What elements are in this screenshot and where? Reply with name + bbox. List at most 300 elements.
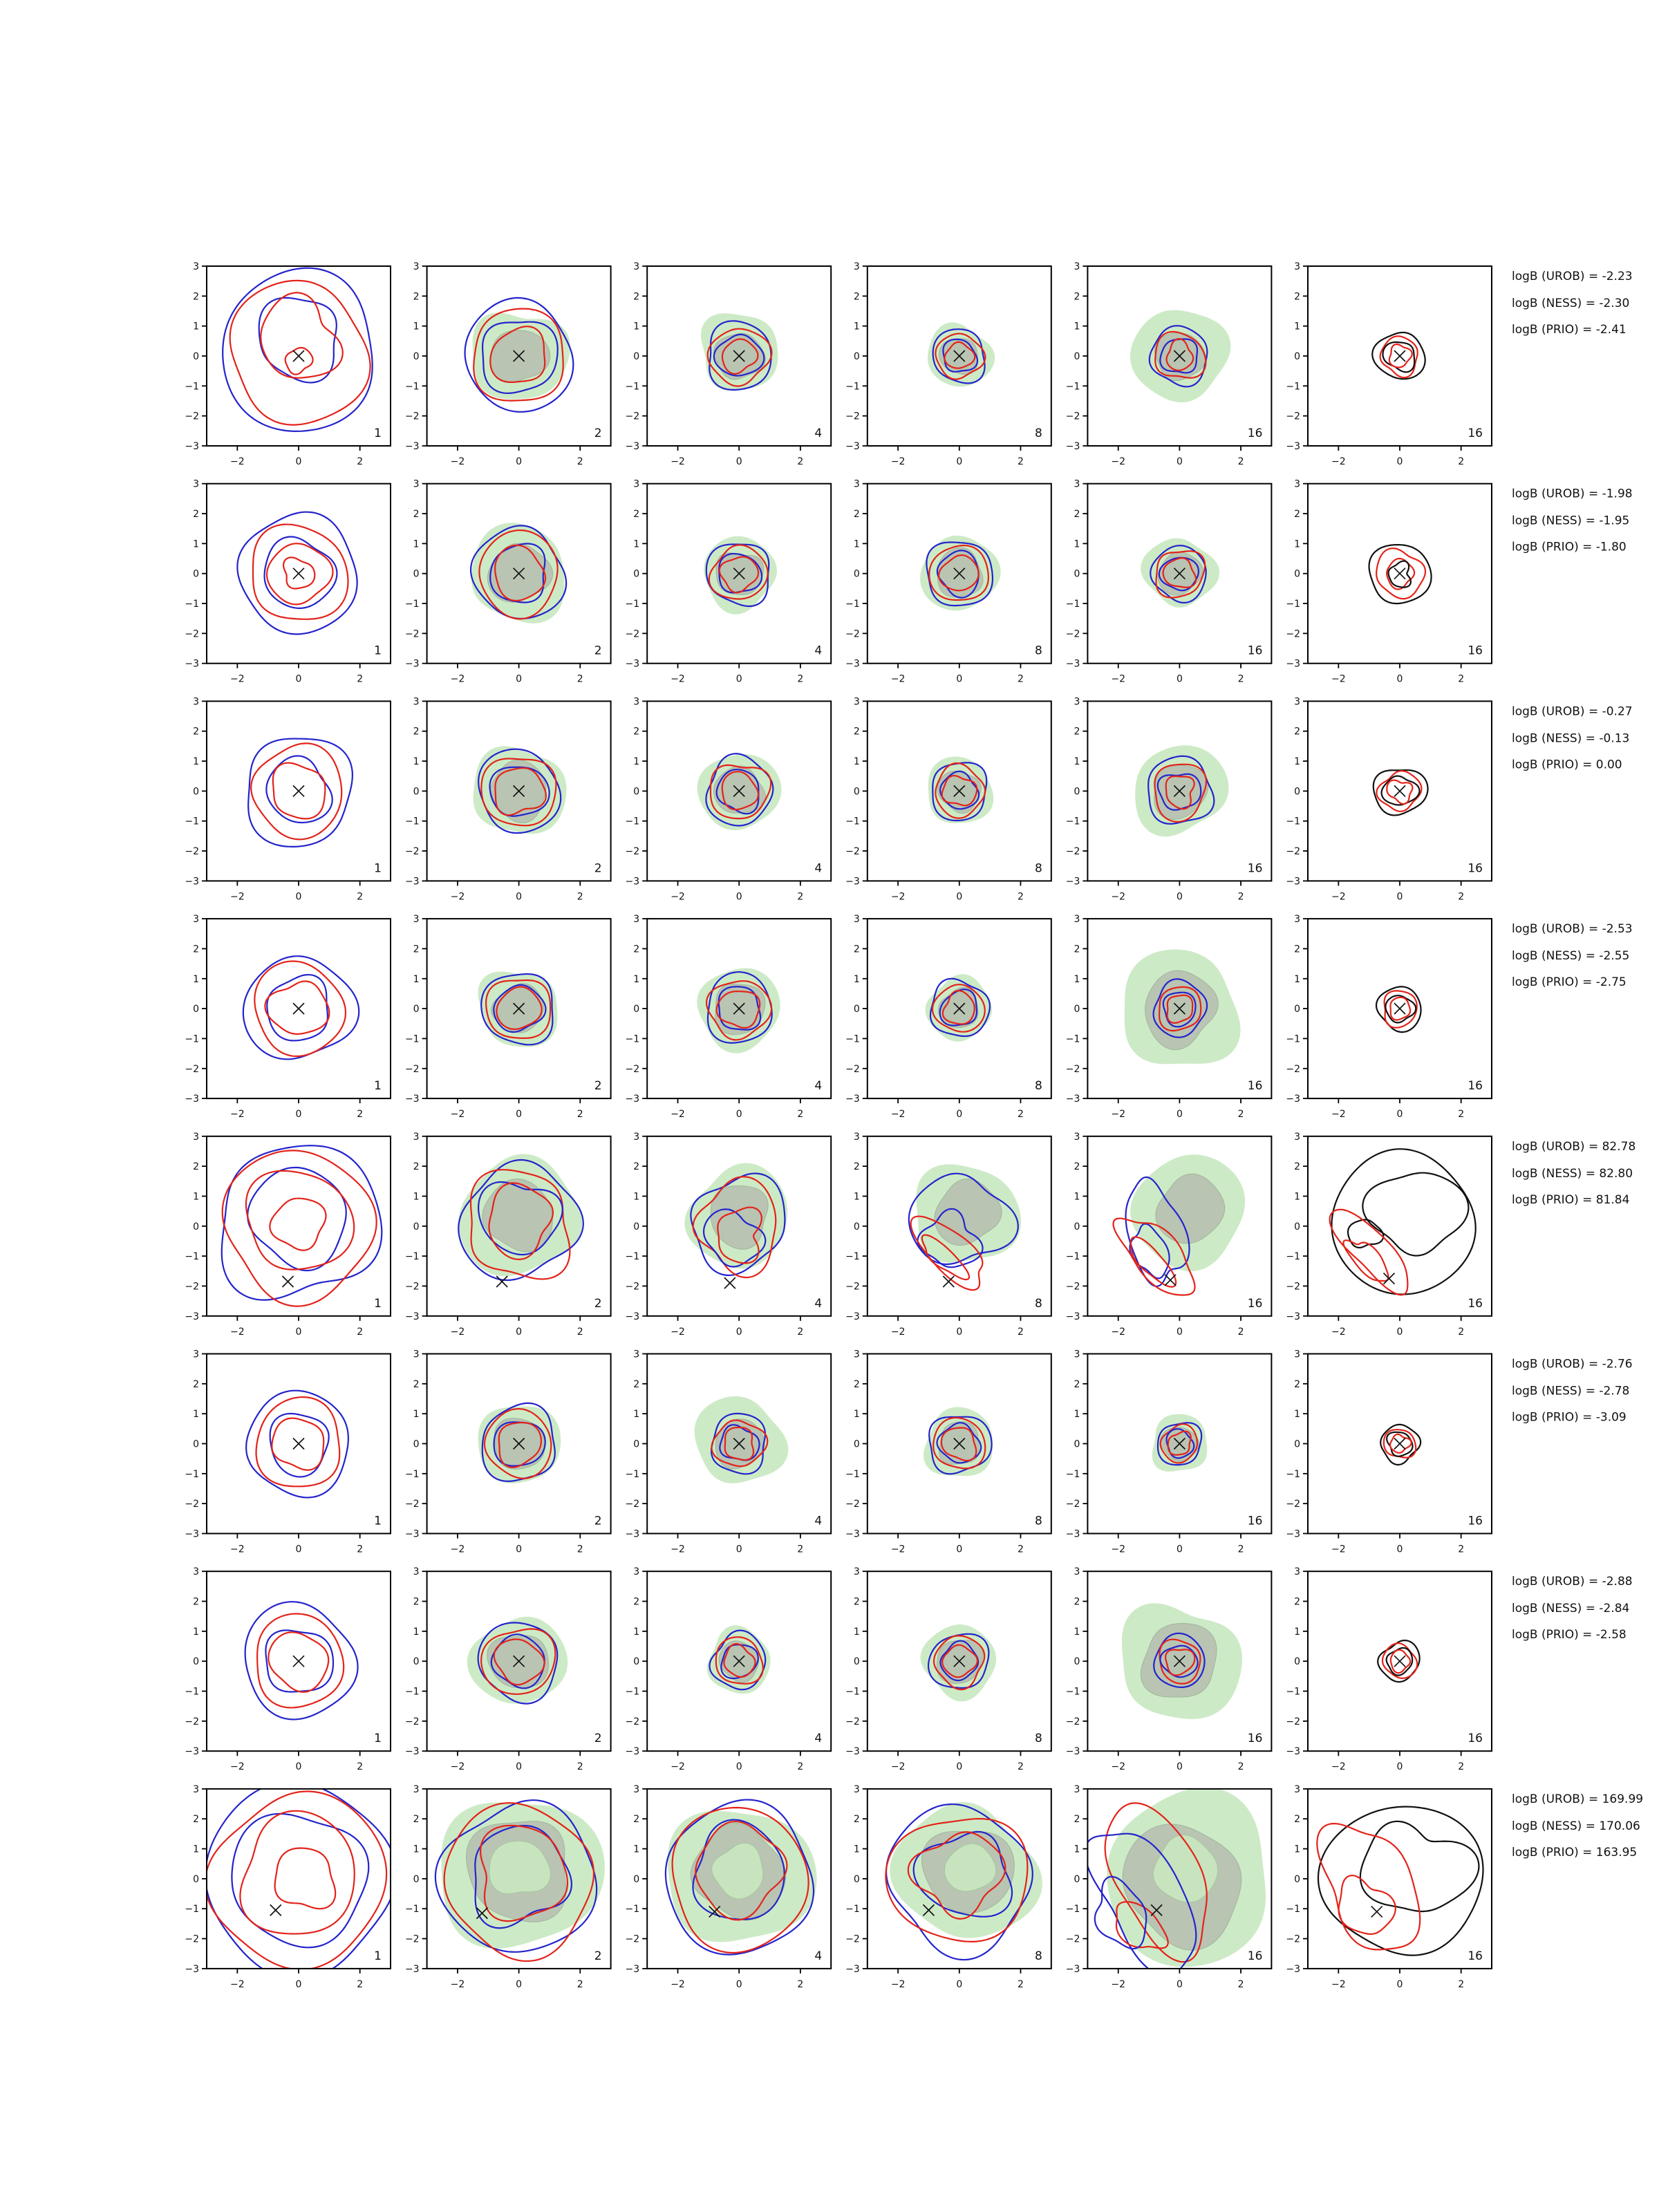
sample-count-label: 16 bbox=[1468, 1079, 1483, 1094]
x-tick-label: 0 bbox=[1396, 891, 1403, 903]
logb-annotation-line: logB (PRIO) = 81.84 bbox=[1512, 1192, 1630, 1207]
logb-annotation-line: logB (UROB) = -0.27 bbox=[1512, 704, 1633, 719]
x-tick-label: 2 bbox=[1458, 1544, 1465, 1555]
subplot-r7c1 bbox=[185, 1566, 391, 1772]
y-tick-label: 2 bbox=[193, 1161, 199, 1173]
y-tick-label: −1 bbox=[625, 1251, 640, 1263]
y-tick-label: 0 bbox=[633, 786, 640, 798]
y-tick-label: 0 bbox=[633, 1873, 640, 1885]
x-tick-label: 0 bbox=[516, 673, 523, 685]
panel-data-layer bbox=[1374, 770, 1428, 815]
panel-data-layer bbox=[1376, 986, 1421, 1032]
y-tick-label: 0 bbox=[853, 1438, 860, 1450]
sample-count-label: 16 bbox=[1247, 1949, 1263, 1963]
y-tick-label: 1 bbox=[413, 1191, 420, 1203]
y-tick-label: 3 bbox=[1294, 1783, 1300, 1795]
y-tick-label: 2 bbox=[1074, 726, 1080, 738]
subplot-r4c6 bbox=[1286, 914, 1492, 1120]
subplot-r6c1 bbox=[185, 1349, 391, 1555]
x-tick-label: −2 bbox=[230, 1326, 245, 1338]
subplot-r7c4 bbox=[845, 1566, 1051, 1772]
subplot-r2c1 bbox=[185, 479, 391, 685]
x-tick-label: −2 bbox=[671, 456, 685, 467]
subplot-r5c2 bbox=[405, 1132, 611, 1338]
y-tick-label: −1 bbox=[1065, 816, 1080, 827]
sample-count-label: 2 bbox=[594, 1296, 602, 1311]
subplot-r1c6 bbox=[1286, 261, 1492, 467]
x-marker bbox=[282, 1276, 293, 1287]
sample-count-label: 1 bbox=[374, 1732, 382, 1746]
panel-data-layer bbox=[245, 1602, 358, 1719]
subplot-r3c5 bbox=[1066, 696, 1272, 902]
y-tick-label: −2 bbox=[625, 846, 640, 858]
y-tick-label: 1 bbox=[1294, 973, 1300, 985]
subplot-r2c4 bbox=[845, 479, 1051, 685]
x-tick-label: 2 bbox=[1237, 1326, 1244, 1338]
y-tick-label: 1 bbox=[853, 1844, 860, 1855]
y-tick-label: 2 bbox=[193, 509, 199, 521]
x-marker bbox=[1394, 568, 1405, 579]
y-tick-label: −2 bbox=[1065, 1063, 1080, 1075]
x-tick-label: −2 bbox=[1111, 456, 1126, 467]
x-tick-label: −2 bbox=[1111, 1544, 1126, 1555]
y-tick-label: 2 bbox=[633, 1814, 640, 1826]
x-tick-label: 0 bbox=[1396, 1326, 1403, 1338]
y-tick-label: 0 bbox=[1294, 1656, 1300, 1668]
x-tick-label: 0 bbox=[295, 456, 302, 467]
sample-count-label: 1 bbox=[374, 1949, 382, 1963]
sample-count-label: 8 bbox=[1034, 427, 1042, 440]
y-tick-label: 2 bbox=[1074, 1596, 1080, 1608]
x-tick-label: 0 bbox=[295, 1326, 302, 1338]
contour-line-b bbox=[243, 956, 359, 1059]
subplot-r7c6 bbox=[1286, 1566, 1492, 1772]
subplot-r5c1 bbox=[185, 1132, 391, 1338]
x-tick-label: −2 bbox=[450, 673, 465, 685]
y-tick-label: 2 bbox=[413, 1596, 420, 1608]
y-tick-label: −2 bbox=[1065, 1933, 1080, 1945]
subplot-r8c1 bbox=[185, 1781, 396, 1989]
x-tick-label: 2 bbox=[357, 1326, 364, 1338]
panel-data-layer bbox=[921, 1624, 997, 1701]
x-tick-label: 2 bbox=[1018, 673, 1024, 685]
sample-count-label: 16 bbox=[1468, 1732, 1483, 1746]
y-tick-label: −3 bbox=[845, 658, 860, 670]
panel-data-layer bbox=[467, 1617, 568, 1704]
y-tick-label: −1 bbox=[625, 1468, 640, 1480]
x-tick-label: 2 bbox=[1458, 1978, 1465, 1990]
y-tick-label: 0 bbox=[193, 568, 199, 580]
y-tick-label: 1 bbox=[633, 1191, 640, 1203]
panel-data-layer bbox=[697, 753, 782, 830]
x-marker bbox=[1394, 1656, 1405, 1667]
y-tick-label: −3 bbox=[1286, 1528, 1300, 1540]
y-tick-label: 0 bbox=[193, 1004, 199, 1015]
logb-annotation-line: logB (PRIO) = 0.00 bbox=[1512, 758, 1622, 772]
y-tick-label: 3 bbox=[853, 1783, 860, 1795]
y-tick-label: 2 bbox=[1294, 726, 1300, 738]
y-tick-label: −3 bbox=[185, 658, 199, 670]
x-tick-label: 2 bbox=[1458, 673, 1465, 685]
y-tick-label: −2 bbox=[845, 846, 860, 858]
x-tick-label: −2 bbox=[230, 1978, 245, 1990]
y-tick-label: −2 bbox=[1286, 411, 1300, 422]
y-tick-label: 0 bbox=[193, 1221, 199, 1232]
y-tick-label: 2 bbox=[1294, 1161, 1300, 1173]
y-tick-label: 2 bbox=[413, 509, 420, 521]
y-tick-label: 0 bbox=[413, 1004, 420, 1015]
y-tick-label: 0 bbox=[1294, 351, 1300, 362]
y-tick-label: 0 bbox=[1294, 1873, 1300, 1885]
x-tick-label: 0 bbox=[956, 1761, 963, 1773]
x-marker bbox=[1165, 1275, 1176, 1286]
x-marker bbox=[1394, 350, 1405, 362]
y-tick-label: 3 bbox=[193, 478, 199, 490]
contour-line-b bbox=[237, 512, 357, 635]
y-tick-label: 1 bbox=[1294, 756, 1300, 768]
subplot-r2c3 bbox=[626, 479, 832, 685]
y-tick-label: 1 bbox=[1294, 1844, 1300, 1855]
y-tick-label: −3 bbox=[625, 658, 640, 670]
y-tick-label: 3 bbox=[633, 1783, 640, 1795]
y-tick-label: −2 bbox=[404, 846, 420, 858]
y-tick-label: −2 bbox=[625, 1716, 640, 1727]
x-tick-label: 0 bbox=[516, 456, 523, 467]
x-tick-label: 2 bbox=[577, 1109, 583, 1121]
y-tick-label: 1 bbox=[633, 538, 640, 550]
y-tick-label: 1 bbox=[633, 756, 640, 768]
y-tick-label: −2 bbox=[185, 628, 199, 640]
y-tick-label: −1 bbox=[1065, 599, 1080, 610]
y-tick-label: −1 bbox=[845, 599, 860, 610]
y-tick-label: 0 bbox=[413, 351, 420, 362]
x-marker bbox=[293, 1656, 304, 1667]
y-tick-label: 3 bbox=[413, 261, 420, 272]
x-tick-label: −2 bbox=[450, 1326, 465, 1338]
y-tick-label: −3 bbox=[185, 1094, 199, 1105]
subplot-r5c4 bbox=[845, 1132, 1051, 1338]
contour-line-r bbox=[285, 348, 313, 375]
x-tick-label: −2 bbox=[1331, 1761, 1346, 1773]
y-tick-label: 3 bbox=[853, 696, 860, 708]
subplot-r6c6 bbox=[1286, 1349, 1492, 1555]
x-tick-label: 0 bbox=[956, 1109, 963, 1121]
y-tick-label: −2 bbox=[1065, 1499, 1080, 1510]
y-tick-label: 0 bbox=[1074, 1004, 1080, 1015]
axes-box bbox=[1308, 1789, 1492, 1969]
contour-line-b bbox=[246, 1391, 348, 1498]
x-tick-label: 2 bbox=[797, 1761, 804, 1773]
logb-annotation-line: logB (UROB) = -2.53 bbox=[1512, 922, 1633, 937]
y-tick-label: 0 bbox=[193, 786, 199, 798]
y-tick-label: 2 bbox=[413, 944, 420, 955]
y-tick-label: −2 bbox=[845, 1933, 860, 1945]
panel-data-layer bbox=[435, 1800, 605, 1961]
x-tick-label: 0 bbox=[1396, 1544, 1403, 1555]
y-tick-label: 2 bbox=[853, 291, 860, 303]
x-tick-label: 2 bbox=[357, 891, 364, 903]
y-tick-label: 3 bbox=[1074, 696, 1080, 708]
subplot-r1c3 bbox=[626, 261, 832, 467]
contour-line-b bbox=[265, 536, 337, 608]
x-marker bbox=[1394, 1438, 1405, 1450]
sample-count-label: 4 bbox=[814, 861, 823, 876]
y-tick-label: −2 bbox=[625, 1933, 640, 1945]
x-tick-label: −2 bbox=[671, 1978, 685, 1990]
x-tick-label: 2 bbox=[357, 1978, 364, 1990]
sample-count-label: 2 bbox=[594, 644, 602, 658]
subplot-r8c6 bbox=[1286, 1784, 1492, 1990]
y-tick-label: 1 bbox=[193, 1844, 199, 1855]
y-tick-label: 0 bbox=[413, 1873, 420, 1885]
sample-count-label: 2 bbox=[594, 1514, 602, 1528]
x-tick-label: 2 bbox=[1237, 1544, 1244, 1555]
y-tick-label: 3 bbox=[633, 478, 640, 490]
panel-data-layer bbox=[909, 1164, 1021, 1290]
y-tick-label: −3 bbox=[1286, 1746, 1300, 1758]
x-tick-label: 0 bbox=[735, 673, 742, 685]
panel-data-layer bbox=[1152, 1414, 1208, 1472]
x-tick-label: −2 bbox=[1111, 891, 1126, 903]
y-tick-label: −1 bbox=[185, 1251, 199, 1263]
y-tick-label: −2 bbox=[185, 1063, 199, 1075]
y-tick-label: −2 bbox=[625, 1281, 640, 1293]
y-tick-label: 2 bbox=[413, 1161, 420, 1173]
y-tick-label: −3 bbox=[1286, 658, 1300, 670]
x-marker bbox=[724, 1277, 735, 1288]
y-tick-label: −3 bbox=[1065, 658, 1080, 670]
sample-count-label: 16 bbox=[1468, 1296, 1483, 1311]
x-tick-label: −2 bbox=[1111, 1978, 1126, 1990]
x-tick-label: 2 bbox=[1458, 1109, 1465, 1121]
y-tick-label: 1 bbox=[853, 321, 860, 332]
subplot-r4c5 bbox=[1066, 914, 1272, 1120]
y-tick-label: −2 bbox=[845, 1716, 860, 1727]
y-tick-label: −3 bbox=[1065, 1311, 1080, 1322]
x-tick-label: 2 bbox=[1237, 1109, 1244, 1121]
subplot-r7c5 bbox=[1066, 1566, 1272, 1772]
y-tick-label: −3 bbox=[845, 1094, 860, 1105]
y-tick-label: 0 bbox=[1074, 1438, 1080, 1450]
y-tick-label: −1 bbox=[1286, 1468, 1300, 1480]
logb-annotation-line: logB (NESS) = 82.80 bbox=[1512, 1166, 1633, 1181]
logb-annotation-line: logB (UROB) = 169.99 bbox=[1512, 1792, 1644, 1806]
y-tick-label: −3 bbox=[1286, 1094, 1300, 1105]
x-tick-label: 0 bbox=[1176, 891, 1183, 903]
y-tick-label: 0 bbox=[413, 1438, 420, 1450]
y-tick-label: −2 bbox=[404, 1716, 420, 1727]
panel-data-layer bbox=[246, 1391, 348, 1498]
x-tick-label: −2 bbox=[1331, 1978, 1346, 1990]
sample-count-label: 4 bbox=[814, 1949, 823, 1963]
x-tick-label: −2 bbox=[671, 673, 685, 685]
y-tick-label: −2 bbox=[404, 411, 420, 422]
y-tick-label: 1 bbox=[1294, 321, 1300, 332]
y-tick-label: −3 bbox=[1286, 876, 1300, 888]
y-tick-label: −1 bbox=[185, 1904, 199, 1915]
y-tick-label: −1 bbox=[1065, 1033, 1080, 1045]
y-tick-label: 2 bbox=[413, 1378, 420, 1390]
contour-line-k bbox=[1331, 1149, 1475, 1294]
panel-data-layer bbox=[1372, 332, 1425, 379]
x-marker bbox=[293, 1438, 304, 1450]
y-tick-label: 0 bbox=[1074, 1873, 1080, 1885]
logb-annotation-line: logB (NESS) = -2.84 bbox=[1512, 1602, 1630, 1616]
y-tick-label: 1 bbox=[853, 973, 860, 985]
sample-count-label: 16 bbox=[1247, 861, 1263, 876]
subplot-r6c5 bbox=[1066, 1349, 1272, 1555]
y-tick-label: −2 bbox=[185, 1281, 199, 1293]
y-tick-label: 0 bbox=[1294, 568, 1300, 580]
y-tick-label: −1 bbox=[404, 599, 420, 610]
y-tick-label: −2 bbox=[1286, 628, 1300, 640]
y-tick-label: 0 bbox=[1074, 351, 1080, 362]
y-tick-label: 2 bbox=[853, 509, 860, 521]
y-tick-label: 2 bbox=[853, 944, 860, 955]
x-tick-label: −2 bbox=[890, 1326, 906, 1338]
y-tick-label: −3 bbox=[1065, 1963, 1080, 1975]
y-tick-label: −1 bbox=[185, 599, 199, 610]
subplot-r6c4 bbox=[845, 1349, 1051, 1555]
x-tick-label: 2 bbox=[1237, 456, 1244, 467]
sample-count-label: 16 bbox=[1468, 1514, 1483, 1528]
y-tick-label: −3 bbox=[185, 1746, 199, 1758]
sample-count-label: 4 bbox=[814, 427, 823, 440]
y-tick-label: −2 bbox=[404, 1933, 420, 1945]
y-tick-label: 0 bbox=[1294, 1004, 1300, 1015]
sample-count-label: 1 bbox=[374, 1296, 382, 1311]
panel-data-layer bbox=[205, 1781, 396, 1979]
y-tick-label: −2 bbox=[404, 1281, 420, 1293]
logb-annotation-line: logB (PRIO) = 163.95 bbox=[1512, 1845, 1638, 1859]
subplot-r5c6 bbox=[1286, 1132, 1492, 1338]
x-tick-label: 2 bbox=[1018, 456, 1024, 467]
panel-data-layer bbox=[1380, 1425, 1421, 1465]
y-tick-label: 3 bbox=[193, 1783, 199, 1795]
panel-data-layer bbox=[704, 536, 777, 615]
x-tick-label: −2 bbox=[450, 1761, 465, 1773]
y-tick-label: −1 bbox=[185, 381, 199, 393]
x-tick-label: −2 bbox=[890, 1109, 906, 1121]
y-tick-label: −1 bbox=[185, 1033, 199, 1045]
x-tick-label: −2 bbox=[671, 891, 685, 903]
x-tick-label: −2 bbox=[230, 1544, 245, 1555]
panel-data-layer bbox=[478, 1403, 561, 1483]
panel-data-layer bbox=[684, 1163, 787, 1289]
y-tick-label: 3 bbox=[193, 1131, 199, 1143]
y-tick-label: −3 bbox=[1065, 1746, 1080, 1758]
x-tick-label: −2 bbox=[1111, 1326, 1126, 1338]
y-tick-label: −1 bbox=[404, 1904, 420, 1915]
y-tick-label: −3 bbox=[845, 1963, 860, 1975]
y-tick-label: 3 bbox=[1074, 1349, 1080, 1360]
y-tick-label: 2 bbox=[1074, 1161, 1080, 1173]
y-tick-label: −2 bbox=[625, 411, 640, 422]
contour-line-b bbox=[232, 1814, 368, 1947]
y-tick-label: −1 bbox=[625, 1033, 640, 1045]
y-tick-label: −1 bbox=[1286, 1251, 1300, 1263]
sample-count-label: 8 bbox=[1034, 1514, 1042, 1528]
panel-data-layer bbox=[237, 512, 357, 635]
y-tick-label: 0 bbox=[1294, 1221, 1300, 1232]
y-tick-label: 3 bbox=[853, 1566, 860, 1578]
y-tick-label: −1 bbox=[185, 816, 199, 827]
logb-annotation-line: logB (NESS) = -2.78 bbox=[1512, 1384, 1630, 1398]
sample-count-label: 1 bbox=[374, 644, 382, 658]
subplot-r1c4 bbox=[845, 261, 1051, 467]
axes-box bbox=[1308, 1136, 1492, 1316]
x-marker bbox=[293, 785, 304, 796]
y-tick-label: 0 bbox=[633, 1221, 640, 1232]
y-tick-label: 0 bbox=[413, 786, 420, 798]
x-tick-label: 0 bbox=[735, 1109, 742, 1121]
y-tick-label: −2 bbox=[845, 1499, 860, 1510]
sample-count-label: 16 bbox=[1468, 1949, 1483, 1963]
sample-count-label: 16 bbox=[1247, 1514, 1263, 1528]
y-tick-label: −3 bbox=[845, 1311, 860, 1322]
y-tick-label: −3 bbox=[845, 441, 860, 452]
y-tick-label: 2 bbox=[1074, 509, 1080, 521]
x-tick-label: −2 bbox=[890, 673, 906, 685]
y-tick-label: 2 bbox=[193, 1596, 199, 1608]
panel-data-layer bbox=[474, 746, 567, 834]
y-tick-label: 1 bbox=[413, 973, 420, 985]
contour-line-r bbox=[257, 1614, 344, 1708]
y-tick-label: 2 bbox=[413, 1814, 420, 1826]
y-tick-label: 1 bbox=[413, 321, 420, 332]
y-tick-label: 3 bbox=[633, 914, 640, 926]
x-marker bbox=[1394, 1003, 1405, 1014]
y-tick-label: 2 bbox=[1074, 1814, 1080, 1826]
y-tick-label: −1 bbox=[625, 816, 640, 827]
subplot-r4c1 bbox=[185, 914, 391, 1120]
y-tick-label: −3 bbox=[625, 1746, 640, 1758]
y-tick-label: 2 bbox=[193, 1814, 199, 1826]
subplot-r3c2 bbox=[405, 696, 611, 902]
y-tick-label: 2 bbox=[193, 1378, 199, 1390]
x-tick-label: 0 bbox=[1396, 673, 1403, 685]
y-tick-label: 2 bbox=[1294, 944, 1300, 955]
y-tick-label: 0 bbox=[1074, 786, 1080, 798]
y-tick-label: 0 bbox=[193, 1873, 199, 1885]
x-tick-label: 2 bbox=[797, 1109, 804, 1121]
subplot-r1c1 bbox=[185, 261, 391, 467]
y-tick-label: 2 bbox=[633, 1161, 640, 1173]
y-tick-label: 2 bbox=[853, 1378, 860, 1390]
y-tick-label: 1 bbox=[633, 1409, 640, 1421]
y-tick-label: −2 bbox=[625, 1063, 640, 1075]
logb-annotation-line: logB (NESS) = -0.13 bbox=[1512, 731, 1630, 746]
logb-annotation-line: logB (NESS) = 170.06 bbox=[1512, 1819, 1640, 1833]
x-tick-label: 0 bbox=[735, 891, 742, 903]
y-tick-label: 0 bbox=[633, 568, 640, 580]
x-tick-label: 2 bbox=[797, 1544, 804, 1555]
y-tick-label: −1 bbox=[404, 1251, 420, 1263]
y-tick-label: 1 bbox=[1294, 1191, 1300, 1203]
x-tick-label: 0 bbox=[1396, 1109, 1403, 1121]
panel-data-layer bbox=[920, 536, 1001, 611]
y-tick-label: 3 bbox=[633, 1566, 640, 1578]
x-tick-label: 0 bbox=[1176, 1109, 1183, 1121]
y-tick-label: 3 bbox=[413, 1131, 420, 1143]
x-tick-label: −2 bbox=[890, 456, 906, 467]
panel-data-layer bbox=[1330, 1149, 1476, 1295]
y-tick-label: 0 bbox=[413, 1656, 420, 1668]
y-tick-label: 1 bbox=[413, 1409, 420, 1421]
x-tick-label: 0 bbox=[516, 1761, 523, 1773]
panel-data-layer bbox=[697, 968, 780, 1053]
y-tick-label: 1 bbox=[413, 1844, 420, 1855]
